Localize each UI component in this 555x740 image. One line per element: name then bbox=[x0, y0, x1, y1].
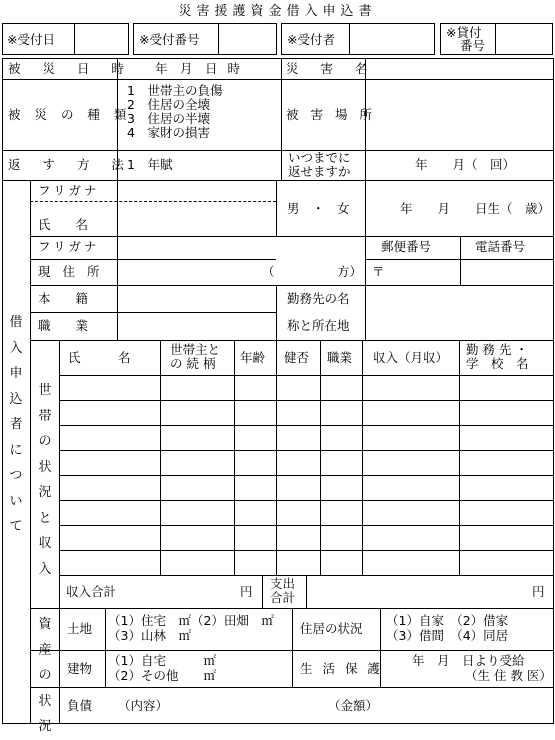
welfare-line-2[interactable]: （生 住 教 医） bbox=[465, 668, 552, 683]
gender-select[interactable]: 男 ・ 女 bbox=[287, 201, 350, 216]
workplace-field[interactable] bbox=[366, 286, 553, 339]
honseki-label: 本 籍 bbox=[38, 291, 89, 306]
disaster-type-4[interactable]: 4 家財の損害 bbox=[127, 125, 210, 140]
furigana-label-2: フリガナ bbox=[38, 239, 100, 254]
land-label: 土地 bbox=[67, 621, 93, 636]
damage-place-label: 被 害 場 所 bbox=[286, 107, 376, 122]
damage-place-field[interactable] bbox=[366, 80, 553, 150]
address-field[interactable]: （ 方） bbox=[262, 264, 363, 279]
welfare-line-1[interactable]: 年 月 日より受給 bbox=[412, 653, 525, 668]
repay-method-value[interactable]: 1 年賦 bbox=[127, 157, 173, 172]
debt-amount-field[interactable]: （金額） bbox=[328, 698, 379, 713]
expense-total-field[interactable] bbox=[307, 576, 553, 607]
disaster-type-label: 被 災 の 種 類 bbox=[8, 107, 132, 122]
col-age: 年齢 bbox=[240, 350, 266, 365]
col-workplace-2: 学 校 名 bbox=[466, 356, 529, 371]
furigana-label: フリガナ bbox=[38, 183, 100, 198]
land-line-2[interactable]: （3）山林 ㎡ bbox=[108, 628, 191, 643]
phone-field[interactable] bbox=[461, 260, 553, 284]
col-income: 収入（月収） bbox=[373, 350, 449, 365]
household-section-label: 世 帯 の 状 況 と 収 入 bbox=[38, 383, 52, 577]
repay-until-value[interactable]: 年 月（ 回） bbox=[415, 157, 516, 172]
loan-no-label: ※貸付 bbox=[446, 25, 482, 40]
assets-section-label: 資 産 の 状 況 bbox=[38, 617, 52, 734]
repay-until-label: いつまでに bbox=[288, 150, 351, 165]
land-line-1[interactable]: （1）住宅 ㎡（2）田畑 ㎡ bbox=[108, 613, 274, 628]
income-yen: 円 bbox=[240, 584, 253, 599]
expense-total-label-2: 合計 bbox=[270, 590, 296, 605]
welfare-label: 生 活 保 護 bbox=[300, 661, 383, 676]
col-health: 健否 bbox=[284, 350, 310, 365]
disaster-type-3[interactable]: 3 住居の半壊 bbox=[127, 111, 210, 126]
receipt-no-label: ※受付番号 bbox=[139, 32, 200, 47]
applicant-section-label: 借 入 申 込 者 に つ い て bbox=[9, 315, 23, 534]
honseki-field[interactable] bbox=[118, 286, 275, 311]
postal-code-label: 郵便番号 bbox=[381, 239, 432, 254]
debt-label: 負債 bbox=[67, 698, 93, 713]
disaster-date-label: 被 災 日 時 bbox=[8, 61, 133, 76]
disaster-date-value[interactable]: 年 月 日 時 bbox=[155, 61, 240, 76]
income-total-label: 収入合計 bbox=[66, 584, 117, 599]
col-relation-2: の 続 柄 bbox=[170, 356, 216, 371]
repay-method-label: 返 す 方 法 bbox=[8, 157, 133, 172]
housing-line-2[interactable]: （3）借間 （4）同居 bbox=[386, 628, 509, 643]
occupation-label: 職 業 bbox=[38, 318, 89, 333]
disaster-type-2[interactable]: 2 住居の全壊 bbox=[127, 97, 210, 112]
building-line-2[interactable]: （2）その他 ㎡ bbox=[108, 668, 216, 683]
workplace-label: 勤務先の名 bbox=[287, 291, 350, 306]
housing-label: 住居の状況 bbox=[300, 621, 363, 636]
building-label: 建物 bbox=[67, 661, 93, 676]
birth-date-field[interactable]: 年 月 日生（ 歳） bbox=[400, 201, 551, 216]
col-job: 職業 bbox=[327, 350, 353, 365]
workplace-label-2: 称と所在地 bbox=[287, 318, 350, 333]
receipt-date-label: ※受付日 bbox=[7, 32, 55, 47]
housing-line-1[interactable]: （1）自家 （2）借家 bbox=[386, 613, 509, 628]
name-field[interactable] bbox=[118, 181, 275, 235]
expense-yen: 円 bbox=[532, 584, 545, 599]
disaster-name-label: 災 害 名 bbox=[286, 61, 377, 76]
col-workplace: 勤 務 先 ・ bbox=[466, 342, 528, 357]
address-label: 現 住 所 bbox=[38, 264, 104, 279]
name-label: 氏 名 bbox=[38, 217, 89, 232]
expense-total-label: 支出 bbox=[270, 576, 296, 591]
building-line-1[interactable]: （1）自宅 ㎡ bbox=[108, 653, 216, 668]
repay-until-label-2: 返せますか bbox=[288, 164, 351, 179]
col-relation: 世帯主と bbox=[170, 342, 221, 357]
disaster-name-field[interactable] bbox=[366, 59, 553, 79]
col-name: 氏 名 bbox=[68, 350, 131, 365]
loan-no-label-2: 番号 bbox=[460, 38, 486, 53]
occupation-field[interactable] bbox=[118, 313, 275, 339]
disaster-type-1[interactable]: 1 世帯主の負傷 bbox=[127, 83, 223, 98]
form-title: 災害援護資金借入申込書 bbox=[178, 4, 377, 19]
phone-label: 電話番号 bbox=[475, 239, 526, 254]
debt-content-field[interactable]: （内容） bbox=[118, 698, 169, 713]
receiver-label: ※受付者 bbox=[287, 32, 335, 47]
postal-mark: 〒 bbox=[372, 264, 385, 279]
